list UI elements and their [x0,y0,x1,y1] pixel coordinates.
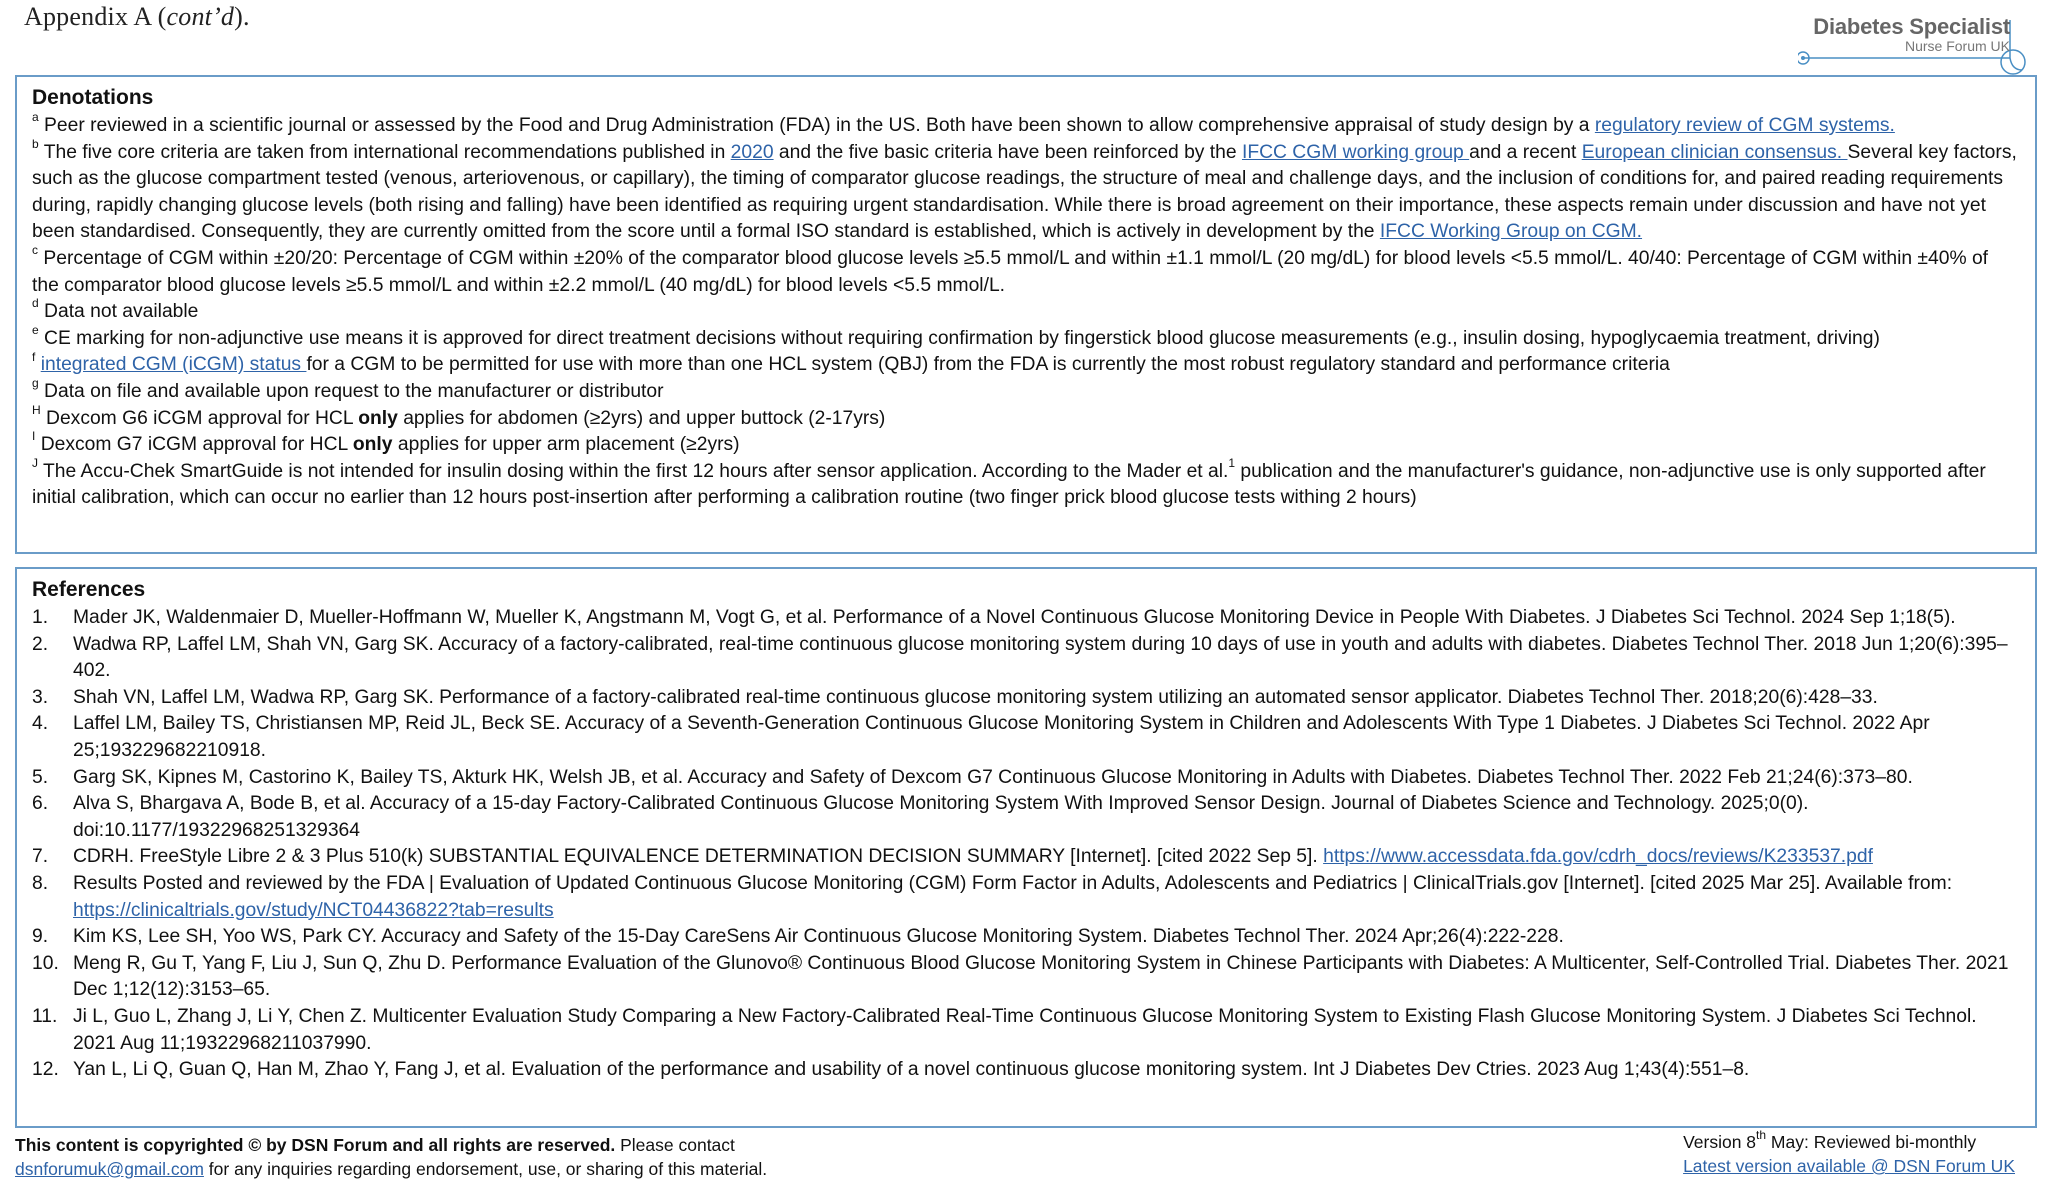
denotation-marker: a [32,110,39,125]
denotation-emphasis: only [358,407,398,429]
denotation-text: and a recent [1469,141,1582,163]
denotation-marker: d [32,296,39,311]
denotation-text: applies for upper arm placement (≥2yrs) [392,434,740,456]
appendix-italic: cont’d [166,2,235,31]
denotation-marker: b [32,136,39,151]
denotation-c [32,243,2020,299]
reference-text: Laffel LM, Bailey TS, Christiansen MP, Reid JL, Beck SE. Accuracy of a Seventh-Generation Continuous Glucose Monitoring System in Children and Adolescents With Type 1 Diabetes. J Diabetes Sci Technol. 2022 Apr 25;193229682210918. [73,713,1930,761]
denotation-text: Peer reviewed in a scientific journal or assessed by the Food and Drug Administration (FDA) in the US. Both have been shown to allow comprehensive appraisal of study design by a [38,115,1595,136]
reference-number: 2. [32,633,49,655]
denotation-text: The five core criteria are taken from international recommendations published in [38,141,731,163]
denotation-text: Several key factors, such as the glucose compartment tested (venous, arteriovenous, or capillary), the timing of comparator glucose readings, the structure of meal and challenge days, and the inclusion of conditions for, and paired reading requirements during, rapidly changing glucose levels (both rising and falling) have been identified as requiring urgent standardisation. While there is broad agreement on their importance, these aspects remain under discussion and have not yet been standardised. Consequently, they are currently omitted from the score until a formal ISO standard is established, which is actively in development by the [32,141,2017,243]
reference-number: 5. [32,766,49,788]
reference-item [32,871,2020,924]
reference-text: Alva S, Bhargava A, Bode B, et al. Accuracy of a 15-day Factory-Calibrated Continuous Glucose Monitoring System With Improved Sensor Design. Journal of Diabetes Science and Technology. 2025;0(0). doi:10.1177/19322968251329364 [73,793,1809,841]
denotation-text: CE marking for non-adjunctive use means it is approved for direct treatment decisions without requiring confirmation by fingerstick blood glucose measurements (e.g., insulin dosing, hypoglycaemia treatment, driving) [38,327,1880,349]
contact-rest: for any inquiries regarding endorsement, use, or sharing of this material. [203,1159,768,1179]
latest-version-line [1683,1154,2015,1178]
denotation-text: Data not available [38,301,199,323]
denotation-text: for a CGM to be permitted for use with more than one HCL system (QBJ) from the FDA is currently the most robust regulatory standard and performance criteria [306,354,1670,376]
denotation-g [32,376,2020,406]
reference-text: Mader JK, Waldenmaier D, Mueller-Hoffmann W, Mueller K, Angstmann M, Vogt G, et al. Performance of a Novel Continuous Glucose Monitoring Device in People With Diabetes. J Diabetes Sci Technol. 2024 Sep 1;18(5). [73,607,1956,628]
denotation-marker: f [32,349,36,364]
logo-sub-text: Nurse Forum UK [1904,38,2010,54]
references-box [15,567,2037,1128]
reference-text: Ji L, Guo L, Zhang J, Li Y, Chen Z. Multicenter Evaluation Study Comparing a New Factory-Calibrated Real-Time Continuous Glucose Monitoring System to Existing Flash Glucose Monitoring System. J Diabetes Sci Technol. 2021 Aug 11;19322968211037990. [73,1005,1977,1054]
denotation-text: Dexcom G6 iCGM approval for HCL [40,407,359,429]
denotations-box [15,75,2037,554]
copyright-rest: Please contact [615,1135,735,1155]
denotation-text: and the five basic criteria have been reinforced by the [773,141,1242,163]
reference-item [32,605,2020,632]
reference-text [73,844,2020,871]
denotation-a [32,110,2020,140]
contact-line [15,1157,767,1181]
denotation-marker: g [32,376,39,391]
copyright-notice [15,1133,767,1181]
reference-text: Yan L, Li Q, Guan Q, Han M, Zhao Y, Fang J, et al. Evaluation of the performance and usability of a novel continuous glucose monitoring system. Int J Diabetes Dev Ctries. 2023 Aug 1;43(4):551–8. [73,1059,1750,1081]
reference-number: 3. [32,686,49,708]
reference-number: 8. [32,872,49,894]
reference-text: Garg SK, Kipnes M, Castorino K, Bailey TS, Akturk HK, Welsh JB, et al. Accuracy and Safety of Dexcom G7 Continuous Glucose Monitoring in Adults with Diabetes. Diabetes Technol Ther. 2022 Feb 21;24(6):373–80. [73,766,1913,788]
european-clinician-consensus-link[interactable]: European clinician consensus. [1581,141,1848,163]
denotation-b [32,136,2020,246]
reference-item [32,1004,2020,1057]
logo-main-text: Diabetes Specialist [1813,14,2010,39]
ifcc-cgm-working-group-link[interactable]: IFCC CGM working group [1241,141,1470,163]
citation-marker: 1 [1228,455,1236,470]
reference-number: 9. [32,926,49,948]
fda-summary-link[interactable]: https://www.accessdata.fda.gov/cdrh_docs/reviews/K233537.pdf [1323,846,1873,868]
denotation-marker: e [32,322,39,337]
denotations-list [32,110,2020,512]
denotation-d [32,296,2020,326]
denotation-emphasis: only [352,434,393,456]
reference-body: Results Posted and reviewed by the FDA | Evaluation of Updated Continuous Glucose Monitoring (CGM) Form Factor in Adults, Adolescents and Pediatrics | ClinicalTrials.gov [Internet]. [cited 2025 Mar 25]. Available from: [73,872,1953,894]
denotation-h [32,402,2020,433]
regulatory-review-link[interactable]: regulatory review of CGM systems. [1594,115,1895,136]
reference-number: 1. [32,607,49,628]
version-line [1683,1127,2015,1154]
reference-item [32,632,2020,685]
denotations-heading: Denotations [32,86,154,109]
version-sup: th [1756,1127,1767,1142]
appendix-title [24,2,250,32]
appendix-suffix: ). [234,2,250,31]
appendix-prefix: Appendix A ( [24,2,167,31]
dsn-forum-logo [1798,14,2028,80]
references-heading: References [32,578,146,601]
version-prefix: Version 8 [1683,1132,1757,1152]
reference-item [32,844,2020,871]
denotation-text: Data on file and available upon request to the manufacturer or distributor [38,380,664,402]
reference-item [32,1057,2020,1084]
denotation-j [32,455,2020,512]
reference-text: Shah VN, Laffel LM, Wadwa RP, Garg SK. Performance of a factory-calibrated real-time continuous glucose monitoring system utilizing an automated sensor applicator. Diabetes Technol Ther. 2018;20(6):428–33. [73,686,1878,708]
copyright-bold: This content is copyrighted © by DSN Forum and all rights are reserved. [15,1135,616,1155]
latest-version-link[interactable]: Latest version available @ DSN Forum UK [1683,1156,2015,1176]
denotation-marker: H [32,402,41,417]
clinicaltrials-link[interactable]: https://clinicaltrials.gov/study/NCT04436822?tab=results [73,899,554,921]
contact-email-link[interactable]: dsnforumuk@gmail.com [15,1159,204,1179]
reference-number: 11. [32,1005,58,1027]
reference-text [73,871,2020,924]
recommendations-2020-link[interactable]: 2020 [730,141,774,163]
denotation-text: Dexcom G7 iCGM approval for HCL [35,434,353,456]
denotation-text: The Accu-Chek SmartGuide is not intended for insulin dosing within the first 12 hours after sensor application. According to the Mader et al. [38,460,1229,482]
version-info [1683,1127,2015,1178]
icgm-status-link[interactable]: integrated CGM (iCGM) status [40,354,307,376]
reference-number: 4. [32,713,49,735]
denotation-i [32,429,2020,459]
reference-item [32,951,2020,1004]
reference-number: 7. [32,846,49,868]
reference-item [32,685,2020,712]
reference-text: Kim KS, Lee SH, Yoo WS, Park CY. Accuracy and Safety of the 15-Day CareSens Air Continuous Glucose Monitoring System. Diabetes Technol Ther. 2024 Apr;26(4):222-228. [73,926,1564,948]
references-list [32,605,2020,1084]
reference-number: 12. [32,1059,59,1081]
reference-item [32,924,2020,951]
denotation-f [32,349,2020,379]
version-suffix: May: Reviewed bi-monthly [1766,1132,1977,1152]
reference-number: 6. [32,793,49,815]
denotation-marker: c [32,243,38,258]
denotation-e [32,322,2020,353]
reference-item [32,791,2020,844]
denotation-marker: I [32,429,36,444]
reference-item [32,765,2020,792]
denotation-text: Percentage of CGM within ±20/20: Percentage of CGM within ±20% of the comparator blood glucose levels ≥5.5 mmol/L and within ±1.1 mmol/L (20 mg/dL) for blood levels <5.5 mmol/L. 40/40: Percentage of CGM within ±40% of the comparator blood glucose levels ≥5.5 mmol/L and within ±2.2 mmol/L (40 mg/dL) for blood levels <5.5 mmol/L. [32,247,1989,296]
reference-text: Wadwa RP, Laffel LM, Shah VN, Garg SK. Accuracy of a factory-calibrated, real-time continuous glucose monitoring system during 10 days of use in youth and adults with diabetes. Diabetes Technol Ther. 2018 Jun 1;20(6):395–402. [73,633,2008,682]
copyright-line [15,1133,767,1157]
reference-item [32,711,2020,764]
denotation-text: publication and the manufacturer's guidance, non-adjunctive use is only supported after initial calibration, which can occur no earlier than 12 hours post-insertion after performing a calibration routine (two finger prick blood glucose tests withing 2 hours) [32,460,1986,509]
denotation-marker: J [32,455,38,470]
reference-text: Meng R, Gu T, Yang F, Liu J, Sun Q, Zhu D. Performance Evaluation of the Glunovo® Continuous Blood Glucose Monitoring System in Chinese Participants with Diabetes: A Multicenter, Self-Controlled Trial. Diabetes Ther. 2021 Dec 1;12(12):3153–65. [73,952,2009,1001]
reference-number: 10. [32,952,59,974]
reference-body: CDRH. FreeStyle Libre 2 & 3 Plus 510(k) SUBSTANTIAL EQUIVALENCE DETERMINATION DECISION SUMMARY [Internet]. [cited 2022 Sep 5]. [73,846,1324,868]
denotation-text: applies for abdomen (≥2yrs) and upper buttock (2-17yrs) [397,407,886,429]
ifcc-working-group-link[interactable]: IFCC Working Group on CGM. [1379,221,1643,243]
